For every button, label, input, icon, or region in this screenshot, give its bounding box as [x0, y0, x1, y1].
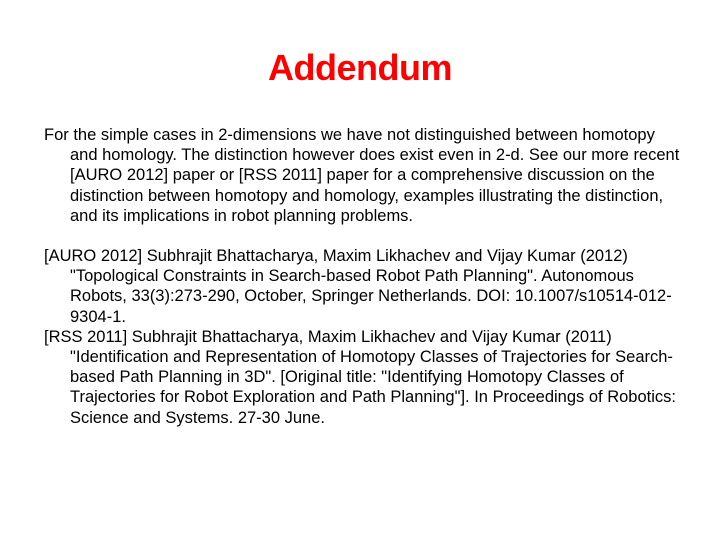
slide-body	[44, 125, 684, 428]
slide-title: Addendum	[268, 47, 452, 88]
reference-auro-2012: [AURO 2012] Subhrajit Bhattacharya, Maxim Likhachev and Vijay Kumar (2012) "Topological Constraints in Search-based Robot Path Planning". Autonomous Robots, 33(3):273-290, October, Springer Netherlands. DOI: 10.1007/s10514-012-9304-1.	[44, 247, 672, 326]
reference-rss-2011: [RSS 2011] Subhrajit Bhattacharya, Maxim Likhachev and Vijay Kumar (2011) "Identification and Representation of Homotopy Classes of Trajectories for Search-based Path Planning in 3D". [Original title: "Identifying Homotopy Classes of Trajectories for Robot Exploration and Path Planning"]. In Proceedings of Robotics: Science and Systems. 27-30 June.	[44, 327, 676, 427]
paragraph-gap	[44, 226, 684, 246]
intro-paragraph: For the simple cases in 2-dimensions we have not distinguished between homotopy and homology. The distinction however does exist even in 2-d. See our more recent [AURO 2012] paper or [RSS 2011] paper for a comprehensive discussion on the distinction between homotopy and homology, examples illustrating the distinction, and its implications in robot planning problems.	[44, 126, 680, 225]
